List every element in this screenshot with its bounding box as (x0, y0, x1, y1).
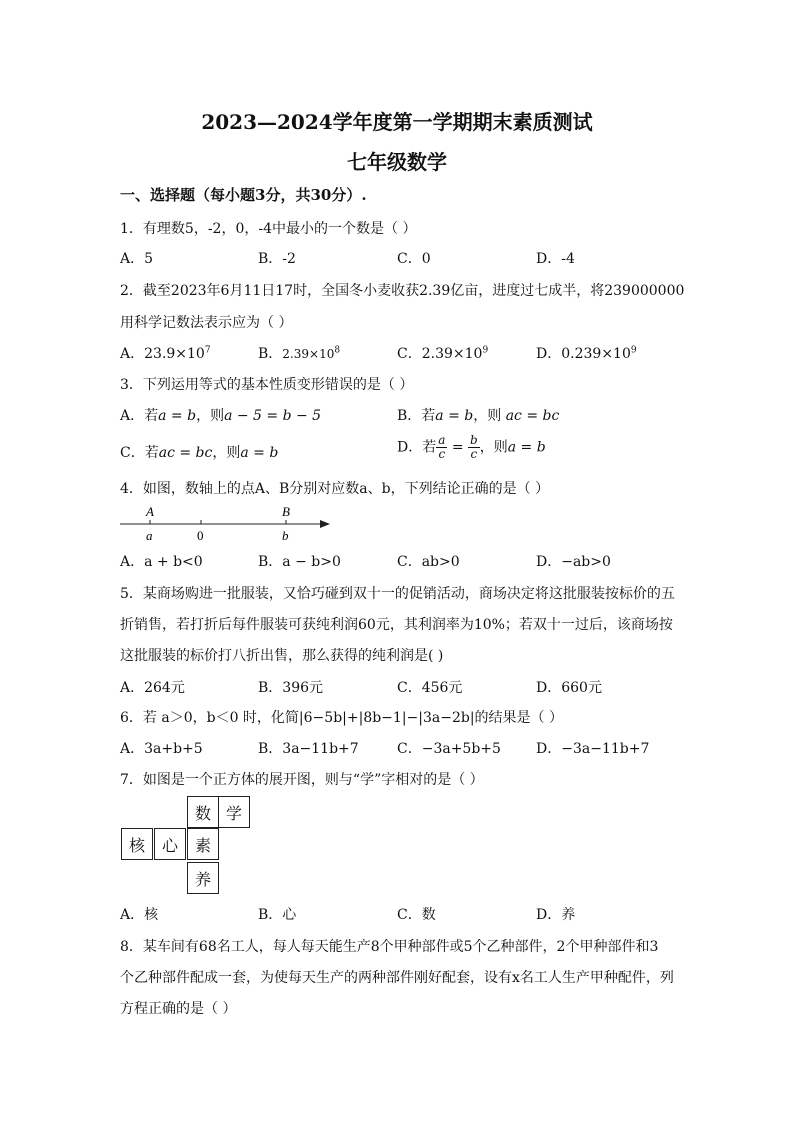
q3-d-fraction-2 (468, 434, 480, 461)
cube-face-su: 素 (187, 828, 219, 860)
q3-a-math-2: a − 5 = b − 5 (224, 408, 322, 424)
q3-d-mid: ，则 (479, 439, 508, 456)
point-b-value: b (282, 528, 289, 543)
q7-option-a: A．核 (120, 907, 159, 923)
q3-d-numerator-2: b (470, 433, 478, 447)
cube-face-shu: 数 (187, 796, 219, 828)
q3-b-math-2: ac = bc (505, 408, 560, 424)
q2-option-d (536, 343, 637, 363)
q3-d-math-2: a = b (507, 439, 546, 456)
q1-option-d: D．-4 (536, 251, 575, 267)
q2-option-b-prefix: B． (258, 346, 283, 362)
q3-c-mid: ，则 (212, 445, 241, 461)
q4-option-d: D．−ab>0 (536, 554, 611, 570)
q3-b-mid: ，则 (473, 408, 506, 424)
q2-option-c-exponent: 9 (482, 345, 489, 356)
question-4-stem: 4．如图，数轴上的点A、B分别对应数a、b，下列结论正确的是（ ） (120, 481, 550, 497)
q5-option-b: B．396元 (258, 680, 324, 696)
q5-option-d: D．660元 (536, 680, 602, 696)
exam-title: 2023—2024学年度第一学期期末素质测试 (201, 110, 593, 134)
q3-d-prefix: D．若 (397, 439, 437, 456)
exam-subtitle: 七年级数学 (347, 150, 447, 174)
q3-d-fraction-1 (436, 434, 447, 461)
q3-a-math-1: a = b (158, 408, 197, 424)
q3-d-denominator-1: c (438, 447, 446, 461)
q6-option-d: D．−3a−11b+7 (536, 741, 650, 757)
q3-option-d (397, 434, 546, 461)
q1-option-b: B．-2 (258, 251, 296, 267)
q2-option-c-base: 2.39×10 (421, 346, 483, 362)
q2-option-c-prefix: C． (397, 346, 422, 362)
point-B-label: B (282, 504, 290, 519)
point-A-label: A (146, 504, 154, 519)
q2-option-c (397, 343, 488, 363)
question-8-line-2: 个乙种部件配成一套，为使每天生产的两种部件刚好配套，设有x名工人生产甲种配件，列 (120, 970, 674, 986)
q3-a-prefix: A．若 (120, 408, 159, 424)
q6-option-b: B．3a−11b+7 (258, 741, 359, 757)
q3-d-numerator-1: a (438, 433, 446, 447)
q3-c-math-2: a = b (240, 445, 279, 461)
q2-option-d-prefix: D． (536, 346, 562, 362)
q4-option-a: A．a + b<0 (120, 554, 203, 570)
q2-option-a-base: 23.9×10 (144, 346, 205, 362)
cube-face-yang: 养 (187, 862, 219, 894)
q2-option-a-exponent: 7 (204, 345, 211, 356)
question-7-stem: 7．如图是一个正方体的展开图，则与“学”字相对的是（ ） (120, 772, 484, 788)
q1-option-a: A．5 (120, 251, 154, 267)
question-1-stem: 1．有理数5，-2，0，-4中最小的一个数是（ ） (120, 221, 417, 237)
q2-option-a-prefix: A． (120, 346, 145, 362)
number-line-arrow-icon (320, 520, 330, 528)
q4-option-b: B．a − b>0 (258, 554, 341, 570)
q2-option-b (258, 343, 340, 363)
number-line-figure (118, 500, 338, 544)
q6-option-a: A．3a+b+5 (120, 741, 203, 757)
question-8-line-1: 8．某车间有68名工人，每人每天能生产8个甲种部件或5个乙种部件，2个甲种部件和3 (120, 939, 659, 955)
q1-option-c: C．0 (397, 251, 431, 267)
q4-option-c: C．ab>0 (397, 554, 460, 570)
q3-b-prefix: B．若 (397, 408, 436, 424)
question-8-line-3: 方程正确的是（ ） (120, 1001, 237, 1017)
q3-option-a (120, 405, 321, 425)
q5-option-c: C．456元 (397, 680, 463, 696)
cube-face-xin: 心 (154, 828, 186, 860)
q3-c-prefix: C．若 (120, 445, 159, 461)
question-5-line-3: 这批服装的标价打八折出售，那么获得的纯利润是( ) (120, 648, 444, 664)
q3-a-mid: ，则 (196, 408, 225, 424)
q3-d-equals: = (447, 439, 469, 456)
q7-option-c: C．数 (397, 907, 436, 923)
q3-option-c (120, 442, 278, 462)
q6-option-c: C．−3a+5b+5 (397, 741, 501, 757)
q3-c-math-1: ac = bc (158, 445, 213, 461)
q3-option-b (397, 405, 559, 425)
cube-face-he: 核 (121, 828, 153, 860)
q3-b-math-1: a = b (435, 408, 474, 424)
question-5-line-1: 5．某商场购进一批服装，又恰巧碰到双十一的促销活动，商场决定将这批服装按标价的五 (120, 586, 675, 602)
q2-option-d-exponent: 9 (630, 345, 637, 356)
q5-option-a: A．264元 (120, 680, 185, 696)
q2-option-b-exponent: 8 (334, 345, 341, 356)
point-a-value: a (146, 528, 153, 543)
q2-option-a (120, 343, 211, 363)
origin-label: 0 (197, 528, 204, 543)
question-6-stem: 6．若 a＞0，b＜0 时，化简|6−5b|+|8b−1|−|3a−2b|的结果是（ ） (120, 710, 564, 726)
question-2-line-2: 用科学记数法表示应为（ ） (120, 315, 293, 331)
q2-option-d-base: 0.239×10 (561, 346, 631, 362)
question-2-line-1: 2．截至2023年6月11日17时，全国冬小麦收获2.39亿亩，进度过七成半，将239000000 (120, 283, 685, 299)
q2-option-b-base: 2.39×10 (282, 347, 335, 361)
q7-option-b: B．心 (258, 907, 297, 923)
section-heading: 一、选择题（每小题3分，共30分）. (120, 186, 367, 204)
question-5-line-2: 折销售，若打折后每件服装可获纯利润60元，其利润率为10%；若双十一过后，该商场按 (120, 617, 673, 633)
q3-d-denominator-2: c (470, 447, 478, 461)
cube-face-xue: 学 (218, 796, 250, 828)
q7-option-d: D．养 (536, 907, 576, 923)
question-3-stem: 3．下列运用等式的基本性质变形错误的是（ ） (120, 377, 414, 393)
